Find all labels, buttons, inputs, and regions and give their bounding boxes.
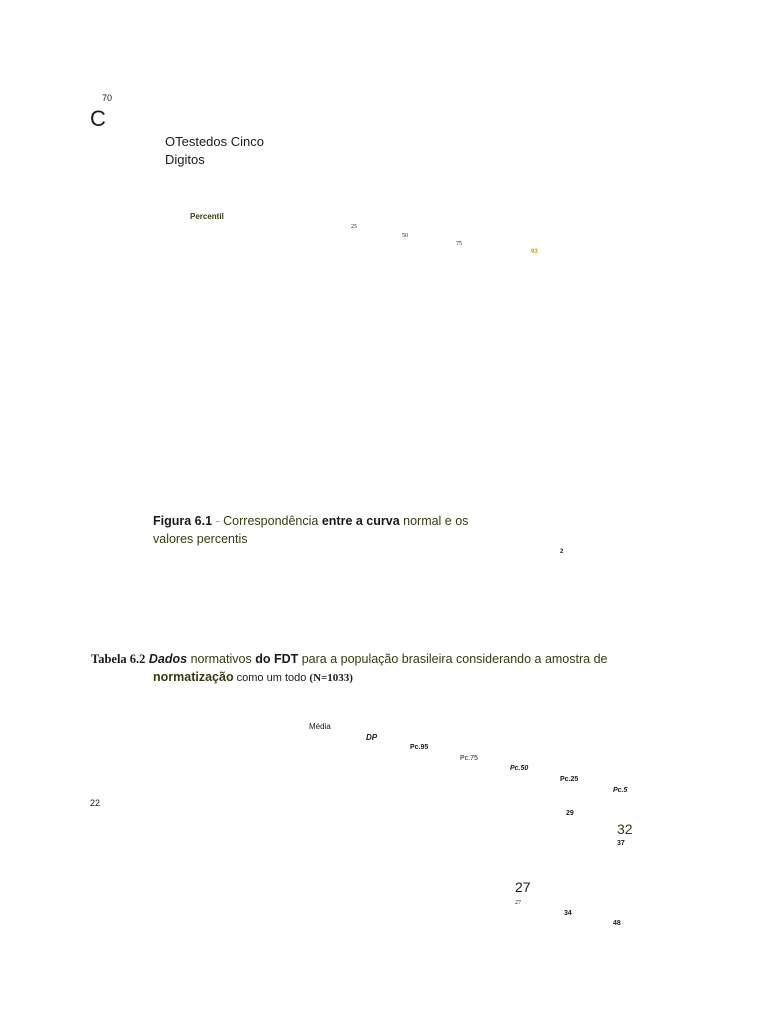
table-header: Média bbox=[309, 722, 331, 731]
figure-caption-separator: - bbox=[212, 514, 224, 528]
chapter-letter: C bbox=[90, 106, 106, 131]
table-header: Pc.5 bbox=[613, 787, 628, 794]
figure-caption-line1 bbox=[153, 514, 468, 528]
footnote-mark: 2 bbox=[560, 549, 564, 555]
page-number: 70 bbox=[102, 93, 113, 103]
table-caption-text: para a população brasileira considerando a amostra de bbox=[298, 652, 608, 666]
running-title-line1: OTestedos Cinco bbox=[165, 134, 264, 149]
table-caption-bold: normatização bbox=[153, 670, 234, 684]
table-cell: 37 bbox=[617, 840, 625, 847]
figure-tick: 50 bbox=[402, 233, 408, 239]
table-caption-n: (N=1033) bbox=[309, 672, 353, 684]
table-header: DP bbox=[366, 733, 378, 742]
figure-tick: 75 bbox=[456, 241, 462, 247]
figure-caption-label: Figura 6.1 bbox=[153, 514, 213, 528]
table-cell: 29 bbox=[566, 810, 574, 817]
table-caption-line2 bbox=[153, 670, 353, 684]
table-caption-bold: do FDT bbox=[255, 652, 299, 666]
table-cell: 48 bbox=[613, 920, 621, 927]
figure-tick: 25 bbox=[351, 224, 357, 230]
table-cell: 34 bbox=[564, 910, 572, 917]
table-cell: 32 bbox=[617, 821, 633, 837]
table-caption-label: Tabela 6.2 bbox=[91, 652, 146, 666]
table-header: Pc.25 bbox=[560, 776, 579, 783]
figure-caption-text: normal e os bbox=[399, 514, 469, 528]
table-caption-text: normativos bbox=[187, 652, 256, 666]
running-title-line2: Digitos bbox=[165, 152, 205, 167]
table-caption-title: Dados bbox=[148, 652, 188, 666]
table-caption-line1 bbox=[91, 652, 607, 667]
table-caption-text: como um todo bbox=[233, 672, 310, 684]
table-header: Pc.95 bbox=[410, 744, 429, 751]
table-header: Pc.75 bbox=[460, 755, 478, 762]
table-header: Pc.50 bbox=[510, 765, 529, 772]
figure-tick: 93 bbox=[531, 249, 538, 255]
table-cell: 27 bbox=[515, 879, 531, 895]
table-cell: 27 bbox=[515, 900, 521, 906]
table-cell: 22 bbox=[90, 798, 101, 808]
figure-axis-label: Percentil bbox=[190, 212, 224, 221]
figure-caption-line2: valores percentis bbox=[153, 532, 248, 546]
figure-caption-text: Correspondência bbox=[223, 514, 322, 528]
figure-caption-bold: entre a curva bbox=[321, 514, 400, 528]
